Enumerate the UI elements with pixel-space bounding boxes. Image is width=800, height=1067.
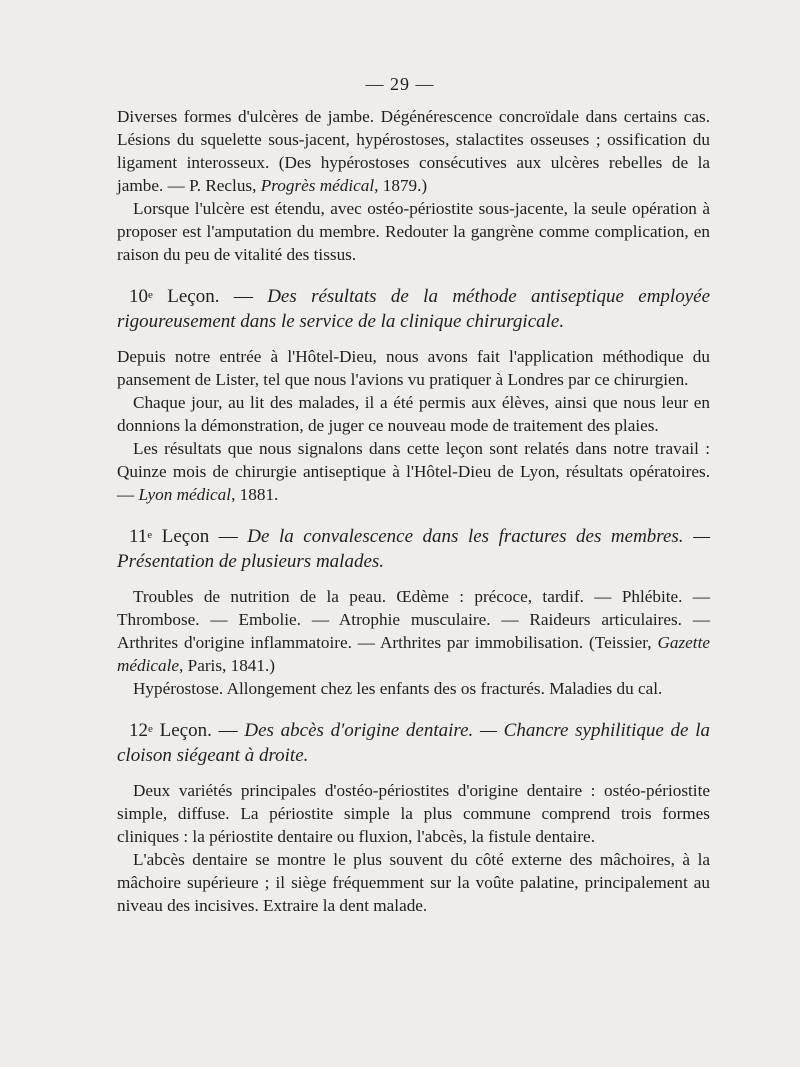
lesson-11-heading xyxy=(117,524,710,574)
lesson-12-label: Leçon. — xyxy=(152,720,245,741)
lesson-11-citation: Gazette médicale xyxy=(117,633,710,675)
lesson-10-paragraph-1: Depuis notre entrée à l'Hôtel-Dieu, nous avons fait l'application méthodique du pansement de Lister, tel que nous l'avions vu pratiquer à Londres par ce chirurgien. xyxy=(117,347,710,389)
lesson-12-paragraph-2: L'abcès dentaire se montre le plus souvent du côté externe des mâchoires, à la mâchoire supérieure ; il siège fréquemment sur la voûte palatine, principalement au niveau des incisives. Extraire la dent malade. xyxy=(117,850,710,915)
lesson-10-number: 10 xyxy=(129,286,148,307)
lesson-11-label: Leçon — xyxy=(152,526,248,547)
lesson-12-sup: e xyxy=(148,723,153,735)
lesson-10-citation: Lyon médical xyxy=(138,485,232,504)
lesson-10-paragraph-3-text: Les résultats que nous signalons dans cette leçon sont relatés dans notre travail : Quinze mois de chirurgie antiseptique à l'Hôtel-Dieu de Lyon, résultats opératoires. — xyxy=(117,439,710,504)
lesson-11-paragraph-1 xyxy=(117,585,710,677)
lesson-12-paragraph-1: Deux variétés principales d'ostéo-périostites d'origine dentaire : ostéo-périostite simple, diffuse. La périostite simple la plus commune comprend trois formes cliniques : la périostite dentaire ou fluxion, l'abcès, la fistule dentaire. xyxy=(117,781,710,846)
lesson-12-number: 12 xyxy=(129,720,148,741)
lesson-12-heading xyxy=(117,718,710,768)
lesson-11-title: De la convalescence dans les fractures des membres. — Présentation de plusieurs malades. xyxy=(117,526,710,572)
intro-citation-tail: , 1879.) xyxy=(374,176,428,195)
intro-paragraph-1 xyxy=(117,105,710,197)
lesson-10-paragraph-2: Chaque jour, au lit des malades, il a été permis aux élèves, ainsi que nous leur en donnions la démonstration, de juger ce nouveau mode de traitement des plaies. xyxy=(117,393,710,435)
intro-paragraph-2: Lorsque l'ulcère est étendu, avec ostéo-périostite sous-jacente, la seule opération à proposer est l'amputation du membre. Redouter la gangrène comme complication, en raison du peu de vitalité des tissus. xyxy=(117,199,710,264)
lesson-11-paragraph-1-text: Troubles de nutrition de la peau. Œdème : précoce, tardif. — Phlébite. — Thrombose. — Embolie. — Atrophie musculaire. — Raideurs articulaires. — Arthrites d'origine inflammatoire. — Arthrites par immobilisation. (Teissier, xyxy=(117,587,710,652)
lesson-12-title: Des abcès d'origine dentaire. — Chancre syphilitique de la cloison siégeant à droite. xyxy=(117,720,710,766)
lesson-10-citation-tail: , 1881. xyxy=(231,485,279,504)
lesson-10-sup: e xyxy=(148,289,153,301)
intro-citation: Progrès médical xyxy=(260,176,375,195)
lesson-11-number: 11 xyxy=(129,526,148,547)
body-text xyxy=(117,105,710,917)
lesson-11-paragraph-2: Hypérostose. Allongement chez les enfants des os fracturés. Maladies du cal. xyxy=(133,679,663,698)
lesson-10-title: Des résultats de la méthode antiseptique employée rigoureusement dans le service de la clinique chirurgicale. xyxy=(117,286,710,332)
lesson-10-paragraph-3 xyxy=(117,437,710,506)
lesson-11-citation-tail: , Paris, 1841.) xyxy=(179,656,276,675)
page-number: — 29 — xyxy=(365,74,435,94)
lesson-11-sup: e xyxy=(147,529,153,541)
lesson-10-label: Leçon. — xyxy=(152,286,268,307)
intro-text-1: Diverses formes d'ulcères de jambe. Dégénérescence concroïdale dans certains cas. Lésions du squelette sous-jacent, hypérostoses, stalactites osseuses ; ossification du ligament interosseux. (Des hypérostoses consécutives aux ulcères rebelles de la jambe. — P. Reclus, xyxy=(117,107,710,195)
lesson-10-heading xyxy=(117,284,710,334)
